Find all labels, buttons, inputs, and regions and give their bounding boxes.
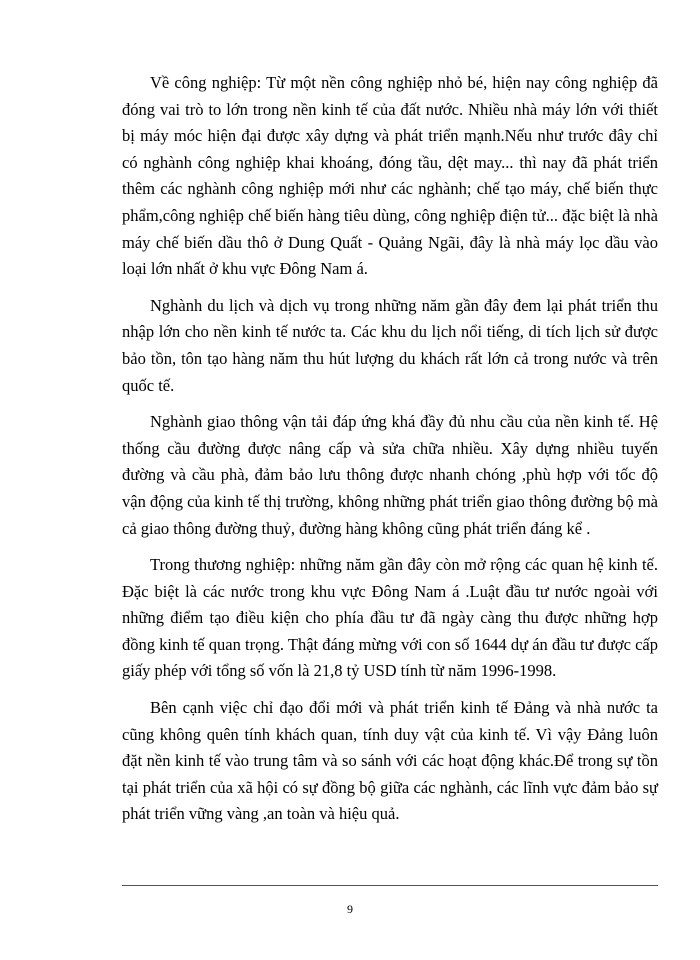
paragraph-industry: Về công nghiệp: Từ một nền công nghiệp nhỏ bé, hiện nay công nghiệp đã đóng vai trò to lớn trong nền kinh tế của đất nước. Nhiều nhà máy lớn với thiết bị máy móc hiện đại được xây dựng và phát triển mạnh.Nếu như trước đây chỉ có nghành công nghiệp khai khoáng, đóng tầu, dệt may... thì nay đã phát triển thêm các nghành công nghiệp mới như các nghành; chế tạo máy, chế biến thực phẩm,công nghiệp chế biến hàng tiêu dùng, công nghiệp điện tử... đặc biệt là nhà máy chế biến dầu thô ở Dung Quất - Quảng Ngãi, đây là nhà máy lọc dầu vào loại lớn nhất ở khu vực Đông Nam á. xyxy=(122,73,658,279)
paragraph-conclusion: Bên cạnh việc chỉ đạo đổi mới và phát triển kinh tế Đảng và nhà nước ta cũng không quên tính khách quan, tính duy vật của kinh tế. Vì vậy Đảng luôn đặt nền kinh tế vào trung tâm và so sánh với các hoạt động khác.Để trong sự tồn tại phát triển của xã hội có sự đồng bộ giữa các nghành, các lĩnh vực đảm bảo sự phát triển vững vàng ,an toàn và hiệu quả. xyxy=(122,698,658,824)
page-number: 9 xyxy=(347,902,353,916)
footer-divider xyxy=(122,885,658,886)
paragraph-commerce: Trong thương nghiệp: những năm gần đây còn mở rộng các quan hệ kinh tế. Đặc biệt là các nước trong khu vực Đông Nam á .Luật đầu tư nước ngoài với những điểm tạo điều kiện cho phía đầu tư đã ngày càng thu được những hợp đồng kinh tế quan trọng. Thật đáng mừng với con số 1644 dự án đầu tư được cấp giấy phép với tổng số vốn là 21,8 tỷ USD tính từ năm 1996-1998. xyxy=(122,555,658,681)
paragraph-transport: Nghành giao thông vận tải đáp ứng khá đầy đủ nhu cầu của nền kinh tế. Hệ thống cầu đường được nâng cấp và sửa chữa nhiều. Xây dựng nhiều tuyến đường và cầu phà, đảm bảo lưu thông được nhanh chóng ,phù hợp với tốc độ vận động của kinh tế thị trường, không những phát triển giao thông đường bộ mà cả giao thông đường thuỷ, đường hàng không cũng phát triển đáng kể . xyxy=(122,412,658,538)
body-text xyxy=(122,70,658,828)
paragraph-tourism: Nghành du lịch và dịch vụ trong những năm gần đây đem lại phát triển thu nhập lớn cho nền kinh tế nước ta. Các khu du lịch nổi tiếng, di tích lịch sử được bảo tồn, tôn tạo hàng năm thu hút lượng du khách rất lớn cả trong nước và trên quốc tế. xyxy=(122,295,658,395)
